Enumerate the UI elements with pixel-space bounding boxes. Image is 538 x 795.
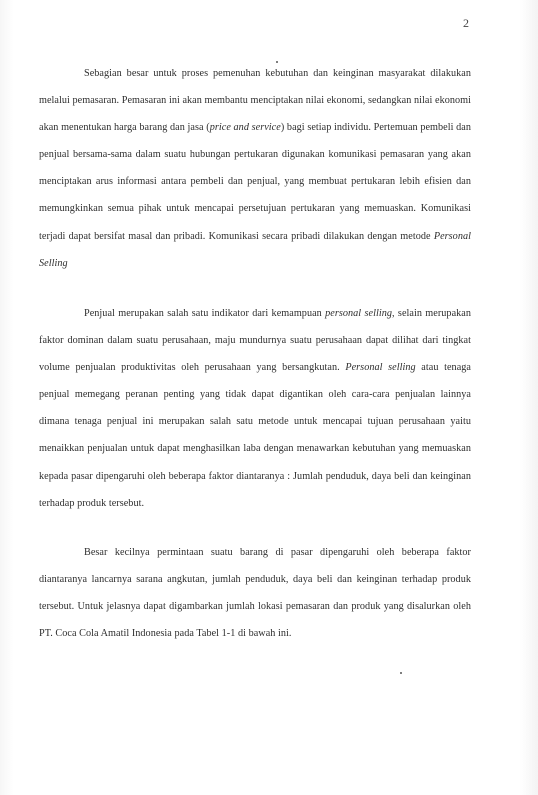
paragraph-text — [39, 300, 471, 517]
paragraph — [39, 539, 471, 647]
text-run: Penjual merupakan salah satu indikator dari kemampuan — [84, 308, 326, 319]
text-run: atau tenaga penjual memegang peranan penting yang tidak dapat digantikan oleh cara-cara penjualan lainnya dimana tenaga penjual ini merupakan salah satu metode untuk mencapai tujuan perusahaan yaitu menaikkan penjualan untuk dapat menghasilkan laba dengan menawarkan kebutuhan yang memuaskan kepada pasar dipengaruhi oleh beberapa faktor diantaranya : Jumlah penduduk, daya beli dan keinginan terhadap produk tersebut. — [39, 362, 471, 509]
scan-speck — [400, 672, 402, 674]
italic-term: Personal Selling — [39, 230, 471, 269]
paragraph — [39, 60, 471, 277]
italic-term: Personal selling — [345, 362, 416, 374]
scan-speck — [276, 61, 278, 63]
text-run: Sebagian besar untuk proses pemenuhan kebutuhan dan keinginan masyarakat dilakukan melalui pemasaran. Pemasaran ini akan membantu menciptakan nilai ekonomi, sedangkan nilai ekonomi akan menentukan harga barang dan jasa ( — [39, 68, 471, 134]
page-number: 2 — [463, 16, 469, 30]
text-run: , selain merupakan faktor dominan dalam suatu perusahaan, maju mundurnya suatu perusahaan dapat dilihat dari tingkat volume penjualan produktivitas oleh perusahaan yang bersangkutan. — [39, 308, 472, 374]
text-run: Besar kecilnya permintaan suatu barang di pasar dipengaruhi oleh beberapa faktor diantaranya lancarnya sarana angkutan, jumlah penduduk, daya beli dan keinginan terhadap produk tersebut. Untuk jelasnya dapat digambarkan jumlah lokasi pemasaran dan produk yang disalurkan oleh PT. Coca Cola Amatil Indonesia pada Tabel 1-1 di bawah ini. — [39, 547, 471, 640]
paragraph-text — [39, 539, 471, 647]
paragraph-text — [39, 60, 471, 277]
italic-term: price and service — [209, 122, 281, 134]
text-run: ) bagi setiap individu. Pertemuan pembeli dan penjual bersama-sama dalam suatu hubungan pertukaran digunakan komunikasi pemasaran yang akan menciptakan arus informasi antara pembeli dan penjual, yang membuat pertukaran lebih efisien dan memungkinkan semua pihak untuk mencapai persetujuan pertukaran yang memuaskan. Komunikasi terjadi dapat bersifat masal dan pribadi. Komunikasi secara pribadi dilakukan dengan metode — [39, 122, 471, 242]
italic-term: personal selling — [325, 308, 393, 319]
paragraph — [39, 300, 471, 517]
